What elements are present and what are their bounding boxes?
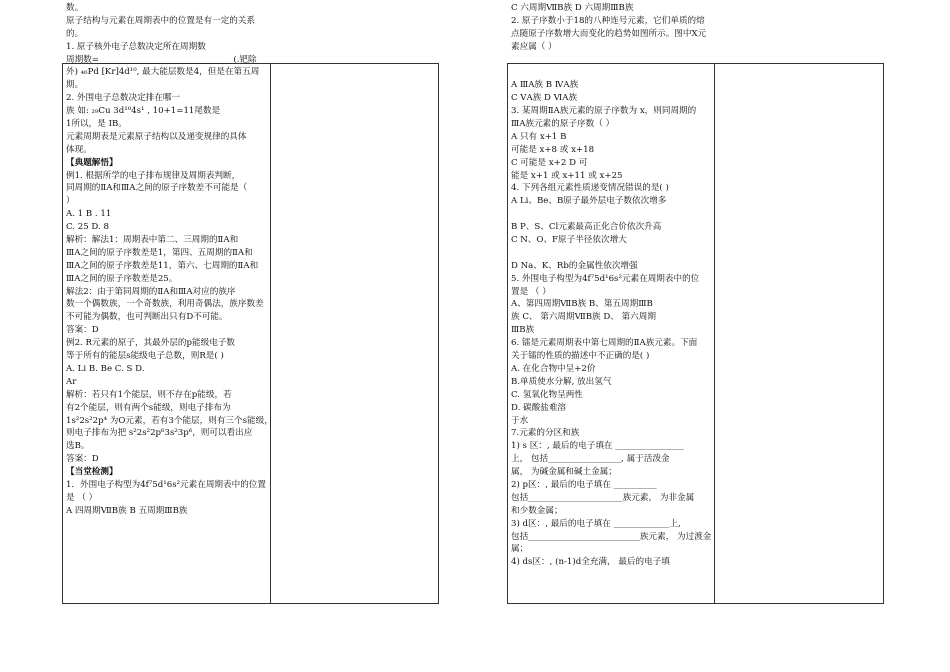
text-line: 是 （ ） bbox=[66, 492, 98, 503]
text-line: A Li、Be、B原子最外层电子数依次增多 bbox=[511, 196, 667, 207]
text-line: 【典题解悟】 bbox=[66, 157, 118, 168]
text-line: 素应属（ ） bbox=[511, 41, 557, 52]
text-line: Ar bbox=[66, 376, 77, 387]
text-line: 2. 原子序数小于18的八种连号元素，它们单质的熔 bbox=[511, 15, 705, 26]
text-line: C. 氢氧化物呈两性 bbox=[511, 389, 583, 400]
text-line: ⅢA之间的原子序数差是1，第四、五周期的ⅡA和 bbox=[66, 247, 253, 258]
text-line: A、第四周期ⅦB族 B、第五周期ⅢB bbox=[511, 299, 653, 310]
text-line: 等于所有的能层s能级电子总数，则R是( ) bbox=[66, 351, 224, 362]
text-line: 于水 bbox=[511, 415, 529, 426]
text-line: 和少数金属； bbox=[511, 505, 563, 516]
text-line: 解法2：由于第同周期的ⅡA和ⅢA对应的族序 bbox=[66, 286, 236, 297]
text-line: A. Li B. Be C. S D. bbox=[66, 363, 145, 374]
text-line: 的。 bbox=[66, 28, 84, 39]
text-line: D Na、K、Rb的金属性依次增强 bbox=[511, 260, 638, 271]
text-line: 5. 外围电子构型为4f⁷5d¹6s²元素在周期表中的位 bbox=[511, 273, 700, 284]
text-line: 周期数= ______________________________ (.钯除 bbox=[66, 54, 257, 65]
text-line: 1s²2s²2p⁴ 为O元素，若有3个能层，则有三个s能级， bbox=[66, 415, 273, 426]
left-column-divider bbox=[270, 64, 271, 603]
text-line: 例1. 根据所学的电子排布规律及周期表判断， bbox=[66, 170, 241, 181]
text-line: 4) ds区：, (n-1)d全充满， 最后的电子填 bbox=[511, 557, 670, 568]
text-line: A. 在化合物中呈+2价 bbox=[511, 363, 596, 374]
text-line: 族 如: ₂₉Cu 3d¹⁰4s¹ , 10+1=11尾数是 bbox=[66, 106, 221, 117]
text-line: 则电子排布为把 s²2s²2p⁶3s²3p⁶，则可以看出应 bbox=[66, 428, 253, 439]
text-line: C. 25 D. 8 bbox=[66, 222, 109, 233]
text-line: 体现。 bbox=[66, 144, 92, 155]
text-line: 数。 bbox=[66, 3, 84, 13]
text-line: 属； bbox=[511, 544, 529, 555]
text-line: 元素周期表是元素原子结构以及递变规律的具体 bbox=[66, 131, 247, 142]
text-line: 答案：D bbox=[66, 325, 99, 336]
text-line: C 可能是 x+2 D 可 bbox=[511, 157, 588, 168]
text-line: 解析：解法1：周期表中第二、三周期的ⅡA和 bbox=[66, 235, 239, 246]
text-line: A ⅢA族 B ⅣA族 bbox=[511, 80, 579, 91]
text-line: 2) p区：, 最后的电子填在 __________ bbox=[511, 479, 657, 490]
text-line: 包括__________________________族元素， 为过渡金 bbox=[511, 531, 712, 542]
text-line: 1．外围电子构型为4f⁷5d¹6s²元素在周期表中的位置 bbox=[66, 479, 266, 490]
text-line: ） bbox=[66, 196, 75, 207]
text-line: D. 碳酸盐难溶 bbox=[511, 402, 567, 413]
text-line: 同周期的ⅡA和ⅢA之间的原子序数差不可能是（ bbox=[66, 183, 248, 194]
text-line: 【当堂检测】 bbox=[66, 467, 118, 478]
text-line: 置是 （ ） bbox=[511, 286, 551, 297]
text-line: 1. 原子核外电子总数决定所在周期数 bbox=[66, 41, 206, 52]
text-line: B.单质使水分解, 放出氢气 bbox=[511, 376, 612, 387]
text-line: ⅢB族 bbox=[511, 325, 535, 336]
text-line: 数一个偶数族，一个奇数族，利用奇偶法，族序数差 bbox=[66, 299, 264, 310]
text-line: 可能是 x+8 或 x+18 bbox=[511, 144, 595, 155]
text-line: 解析：若只有1个能层，则不存在p能级，若 bbox=[66, 389, 232, 400]
text-line: 原子结构与元素在周期表中的位置是有一定的关系 bbox=[66, 15, 256, 26]
text-line: 包括______________________族元素， 为非金属 bbox=[511, 492, 695, 503]
text-line: 4. 下列各组元素性质递变情况错误的是( ) bbox=[511, 183, 669, 194]
text-line: C ⅤA族 D ⅥA族 bbox=[511, 93, 578, 104]
text-line: 答案：D bbox=[66, 454, 99, 465]
text-line: 上， 包括_________________, 属于活泼金 bbox=[511, 454, 670, 465]
text-line: ⅢA之间的原子序数差是11，第六、七周期的ⅡA和 bbox=[66, 260, 259, 271]
text-line: 3) d区：, 最后的电子填在 _____________上, bbox=[511, 518, 681, 529]
text-line bbox=[511, 54, 711, 67]
text-line bbox=[511, 247, 711, 260]
text-line bbox=[511, 66, 711, 79]
text-line: 3. 某周期ⅡA族元素的原子序数为 x，则同周期的 bbox=[511, 106, 697, 117]
text-line: ⅢA族元素的原子序数（ ） bbox=[511, 119, 615, 130]
text-line: 7.元素的分区和族 bbox=[511, 428, 580, 439]
text-line: B P、S、Cl元素最高正化合价依次升高 bbox=[511, 222, 662, 233]
text-line: 2. 外围电子总数决定排在哪一 bbox=[66, 93, 181, 104]
text-line: C 六周期ⅦB族 D 六周期ⅢB族 bbox=[511, 3, 634, 13]
right-column-divider bbox=[714, 64, 715, 603]
text-line: 点随原子序数增大而变化的趋势如图所示。图中X元 bbox=[511, 28, 707, 39]
text-line: 期。 bbox=[66, 80, 84, 91]
text-line: 外) ₄₆Pd [Kr]4d¹⁰, 最大能层数是4，但是在第五周 bbox=[66, 67, 260, 78]
text-line: 族 C、 第六周期ⅦB族 D、 第六周期 bbox=[511, 312, 656, 323]
right-page-text bbox=[511, 2, 711, 569]
text-line: 关于镭的性质的描述中不正确的是( ) bbox=[511, 351, 650, 362]
text-line: 属， 为碱金属和碱土金属； bbox=[511, 467, 617, 478]
text-line bbox=[511, 208, 711, 221]
text-line: A 只有 x+1 B bbox=[511, 131, 567, 142]
text-line: 能是 x+1 或 x+11 或 x+25 bbox=[511, 170, 623, 181]
text-line: 不可能为偶数，也可判断出只有D不可能。 bbox=[66, 312, 228, 323]
text-line: C N、O、F原子半径依次增大 bbox=[511, 235, 627, 246]
text-line: 1所以，是 IB。 bbox=[66, 119, 127, 130]
text-line: ⅢA之间的原子序数差是25。 bbox=[66, 273, 178, 284]
text-line: 6. 镭是元素周期表中第七周期的ⅡA族元素。下面 bbox=[511, 338, 698, 349]
text-line: A 四周期ⅦB族 B 五周期ⅢB族 bbox=[66, 505, 188, 516]
text-line: 有2个能层，则有两个s能级，则电子排布为 bbox=[66, 402, 231, 413]
text-line: 1) s 区：, 最后的电子填在 ________________ bbox=[511, 441, 684, 452]
left-page-text bbox=[66, 2, 273, 518]
text-line: 选B。 bbox=[66, 441, 90, 452]
text-line: 例2. R元素的原子，其最外层的p能级电子数 bbox=[66, 338, 235, 349]
text-line: A. 1 B . 11 bbox=[66, 209, 112, 220]
